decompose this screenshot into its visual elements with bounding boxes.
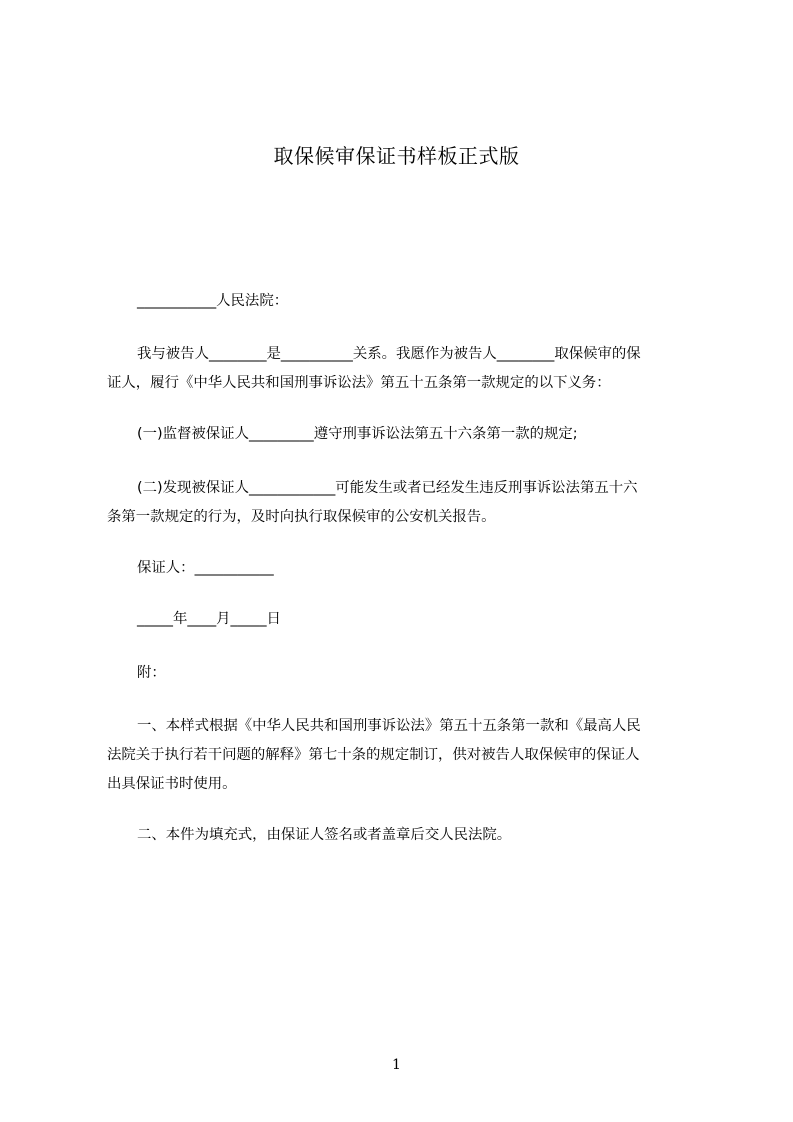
guarantee-paragraph-line-1: 我与被告人________是__________关系。我愿作为被告人________取保候审的保 xyxy=(137,346,641,362)
duty-two-line-2: 条第一款规定的行为，及时向执行取保候审的公安机关报告。 xyxy=(107,509,496,525)
duty-two-line-1: (二)发现被保证人____________可能发生或者已经发生违反刑事诉讼法第五十六 xyxy=(137,480,638,496)
date-line: _____年____月_____日 xyxy=(137,611,281,627)
duty-two xyxy=(107,474,699,532)
duty-one: (一)监督被保证人_________遵守刑事诉讼法第五十六条第一款的规定; xyxy=(137,426,578,442)
appendix-note-one-line-2: 法院关于执行若干问题的解释》第七十条的规定制订，供对被告人取保候审的保证人 xyxy=(107,747,640,763)
appendix-note-one-line-1: 一、本样式根据《中华人民共和国刑事诉讼法》第五十五条第一款和《最高人民 xyxy=(137,718,641,734)
document-title: 取保候审保证书样板正式版 xyxy=(273,144,520,168)
guarantor-signature-line: 保证人：___________ xyxy=(137,560,274,576)
appendix-note-one xyxy=(107,712,699,799)
page-number: 1 xyxy=(392,1057,401,1073)
appendix-label: 附： xyxy=(137,665,166,681)
guarantee-paragraph xyxy=(107,340,699,398)
addressee-line: ___________人民法院： xyxy=(137,293,289,309)
guarantee-paragraph-line-2: 证人，履行《中华人民共和国刑事诉讼法》第五十五条第一款规定的以下义务： xyxy=(107,375,611,391)
appendix-note-two: 二、本件为填充式，由保证人签名或者盖章后交人民法院。 xyxy=(137,827,512,843)
appendix-note-one-line-3: 出具保证书时使用。 xyxy=(107,776,237,792)
